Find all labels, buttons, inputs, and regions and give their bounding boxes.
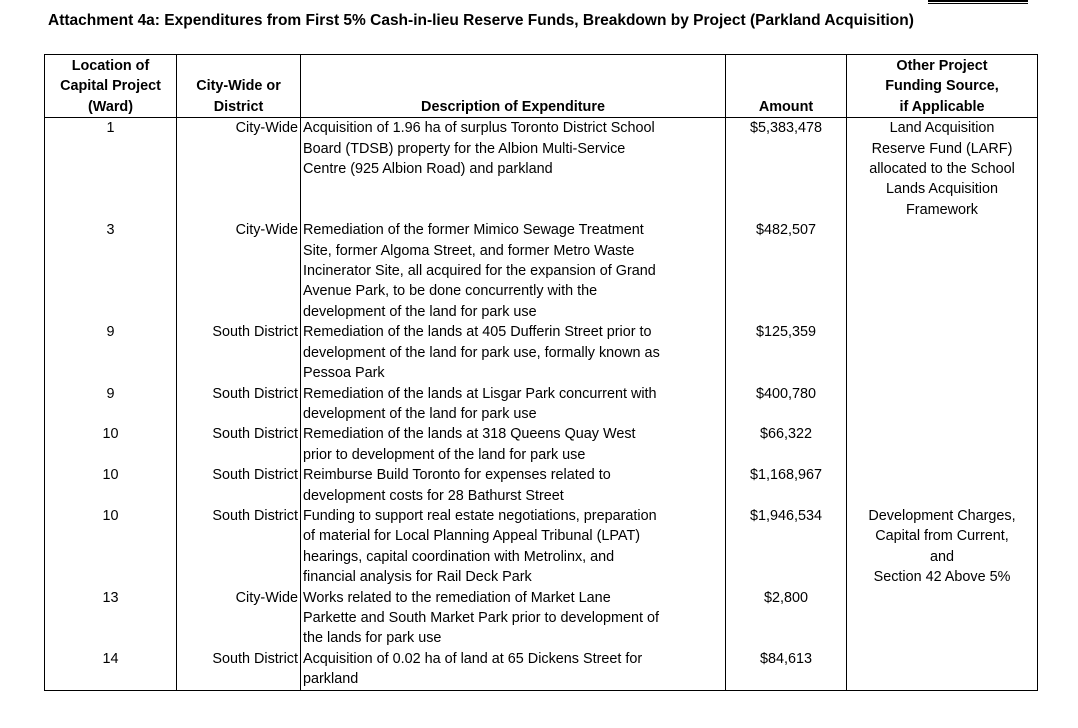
cell-description: Remediation of the lands at Lisgar Park concurrent with development of the land for park use bbox=[301, 384, 726, 425]
cell-ward: 10 bbox=[45, 506, 177, 588]
table-row bbox=[45, 506, 1038, 588]
table-row bbox=[45, 384, 1038, 425]
cell-district: City-Wide bbox=[177, 220, 301, 322]
cell-district: City-Wide bbox=[177, 118, 301, 221]
table-row bbox=[45, 465, 1038, 506]
cell-amount: $1,168,967 bbox=[726, 465, 847, 506]
cell-description: Remediation of the former Mimico Sewage Treatment Site, former Algoma Street, and former Metro Waste Incinerator Site, all acquired for the expansion of Grand Avenue Park, to be done concurrently with the development of the land for park use bbox=[301, 220, 726, 322]
cell-description: Reimburse Build Toronto for expenses related to development costs for 28 Bathurst Street bbox=[301, 465, 726, 506]
page-title: Attachment 4a: Expenditures from First 5% Cash-in-lieu Reserve Funds, Breakdown by Project (Parkland Acquisition) bbox=[48, 12, 914, 29]
cell-amount: $2,800 bbox=[726, 588, 847, 649]
table-row bbox=[45, 118, 1038, 221]
table-row bbox=[45, 424, 1038, 465]
table-row bbox=[45, 322, 1038, 383]
expenditure-table bbox=[44, 54, 1038, 691]
cell-district: South District bbox=[177, 649, 301, 690]
cell-amount: $400,780 bbox=[726, 384, 847, 425]
cell-amount: $5,383,478 bbox=[726, 118, 847, 221]
header-logo-fragment bbox=[928, 0, 1028, 4]
cell-ward: 10 bbox=[45, 424, 177, 465]
cell-ward: 14 bbox=[45, 649, 177, 690]
cell-amount: $84,613 bbox=[726, 649, 847, 690]
cell-description: Funding to support real estate negotiations, preparation of material for Local Planning Appeal Tribunal (LPAT) hearings, capital coordination with Metrolinx, and financial analysis for Rail Deck Park bbox=[301, 506, 726, 588]
cell-district: City-Wide bbox=[177, 588, 301, 649]
table-row bbox=[45, 649, 1038, 690]
cell-other-funding bbox=[847, 424, 1038, 465]
cell-other-funding: Land Acquisition Reserve Fund (LARF) allocated to the School Lands Acquisition Framework bbox=[847, 118, 1038, 221]
cell-ward: 13 bbox=[45, 588, 177, 649]
cell-description: Works related to the remediation of Market Lane Parkette and South Market Park prior to development of the lands for park use bbox=[301, 588, 726, 649]
cell-amount: $125,359 bbox=[726, 322, 847, 383]
cell-ward: 9 bbox=[45, 322, 177, 383]
cell-description: Acquisition of 0.02 ha of land at 65 Dickens Street for parkland bbox=[301, 649, 726, 690]
cell-amount: $1,946,534 bbox=[726, 506, 847, 588]
cell-other-funding bbox=[847, 220, 1038, 322]
cell-district: South District bbox=[177, 465, 301, 506]
cell-other-funding bbox=[847, 649, 1038, 690]
cell-amount: $66,322 bbox=[726, 424, 847, 465]
table-row bbox=[45, 588, 1038, 649]
cell-district: South District bbox=[177, 424, 301, 465]
cell-other-funding: Development Charges, Capital from Current, and Section 42 Above 5% bbox=[847, 506, 1038, 588]
header-amount: Amount bbox=[726, 55, 847, 118]
cell-description: Remediation of the lands at 318 Queens Quay West prior to development of the land for park use bbox=[301, 424, 726, 465]
cell-ward: 10 bbox=[45, 465, 177, 506]
cell-other-funding bbox=[847, 465, 1038, 506]
table-header-row bbox=[45, 55, 1038, 118]
cell-description: Acquisition of 1.96 ha of surplus Toronto District School Board (TDSB) property for the Albion Multi-Service Centre (925 Albion Road) and parkland bbox=[301, 118, 726, 221]
cell-district: South District bbox=[177, 506, 301, 588]
cell-district: South District bbox=[177, 322, 301, 383]
cell-other-funding bbox=[847, 384, 1038, 425]
header-district: City-Wide or District bbox=[177, 55, 301, 118]
header-other-funding: Other Project Funding Source, if Applicable bbox=[847, 55, 1038, 118]
cell-district: South District bbox=[177, 384, 301, 425]
cell-ward: 9 bbox=[45, 384, 177, 425]
cell-ward: 1 bbox=[45, 118, 177, 221]
cell-other-funding bbox=[847, 588, 1038, 649]
header-ward: Location of Capital Project (Ward) bbox=[45, 55, 177, 118]
cell-amount: $482,507 bbox=[726, 220, 847, 322]
cell-ward: 3 bbox=[45, 220, 177, 322]
cell-other-funding bbox=[847, 322, 1038, 383]
header-description: Description of Expenditure bbox=[301, 55, 726, 118]
table-row bbox=[45, 220, 1038, 322]
cell-description: Remediation of the lands at 405 Dufferin Street prior to development of the land for park use, formally known as Pessoa Park bbox=[301, 322, 726, 383]
